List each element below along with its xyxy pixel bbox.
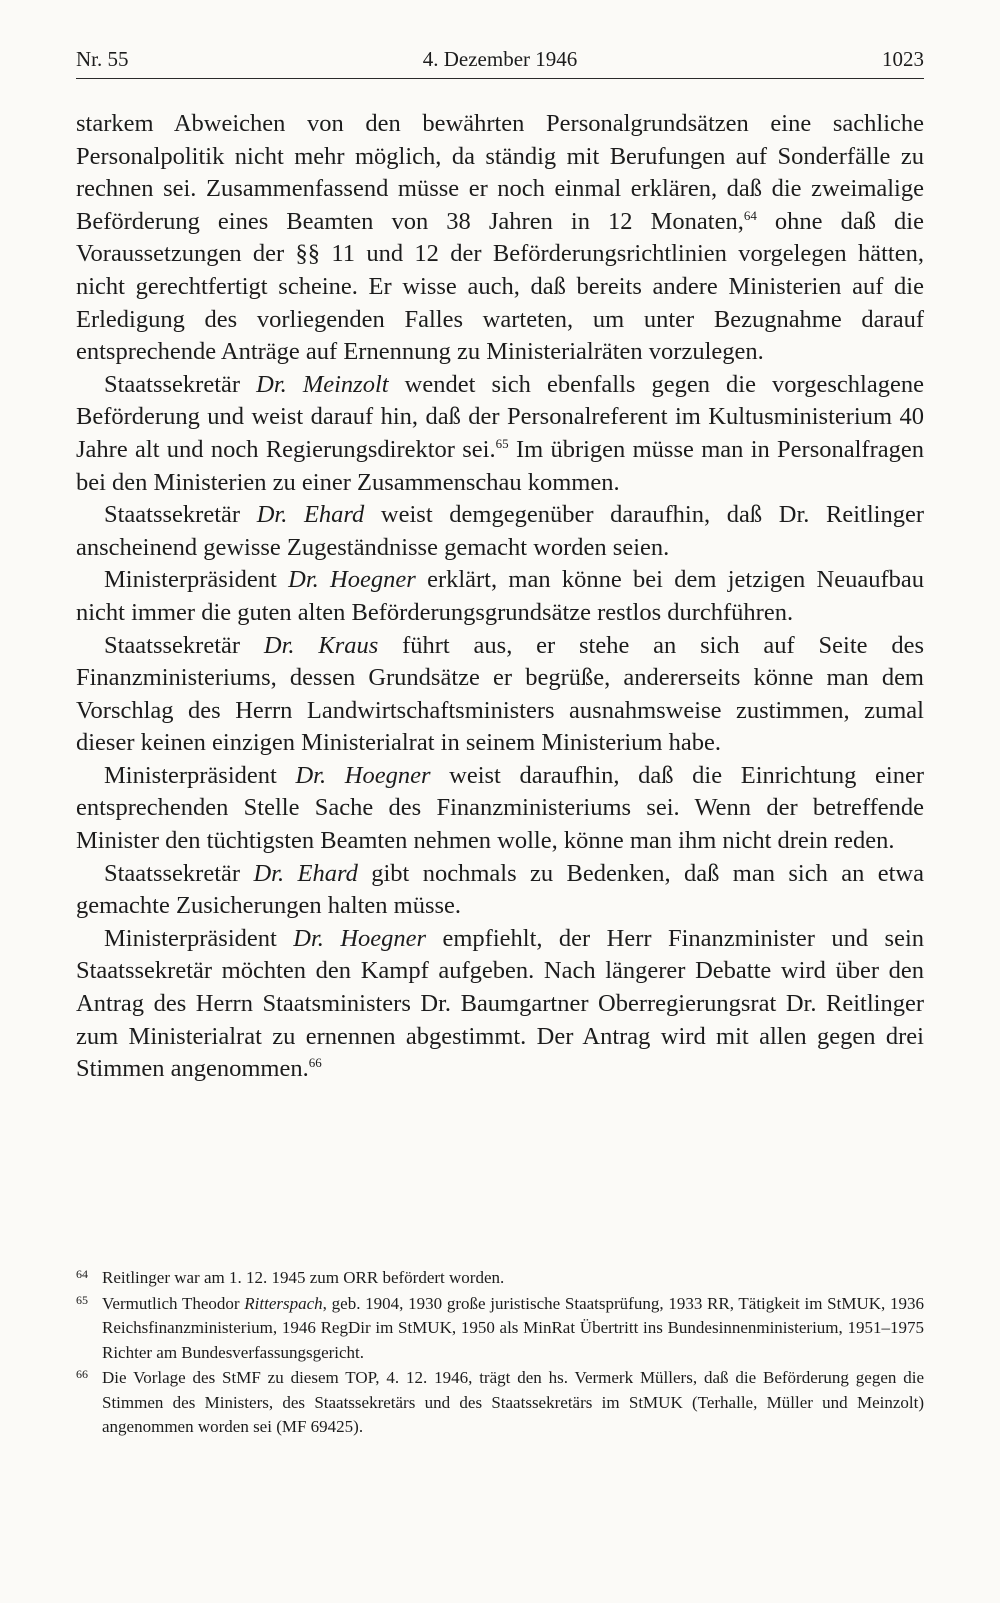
footnote (76, 1266, 924, 1291)
header-date: 4. Dezember 1946 (422, 47, 578, 71)
paragraph (76, 858, 924, 923)
footnote-number: 66 (76, 1367, 88, 1381)
speaker-name: Dr. Hoegner (288, 566, 416, 594)
text-run: Ministerpräsident (104, 566, 289, 594)
text-run: Staatssekretär (104, 859, 254, 887)
text-run: Im übrigen müsse man in Personalfragen bei den Ministerien zu einer Zusammenschau kommen. (76, 435, 925, 496)
footnote (76, 1292, 924, 1366)
text-run: Die Vorlage des StMF zu diesem TOP, 4. 12. 1946, trägt den hs. Vermerk Müllers, daß die Beförderung gegen die Stimmen des Ministers, des Staatssekretärs und des Staatssekretärs im StMUK (Terhalle, Müller und Meinzolt) angenommen worden sei (MF 69425). (102, 1368, 924, 1436)
footnote-number: 64 (76, 1267, 88, 1281)
paragraph (76, 923, 924, 1086)
text-run: weist daraufhin, daß die Einrichtung einer entsprechenden Stelle Sache des Finanzministeriums sei. Wenn der betreffende Minister den tüchtigsten Beamten nehmen wolle, könne man ihm nicht drein reden. (76, 761, 925, 855)
text-run: erklärt, man könne bei dem jetzigen Neuaufbau nicht immer die guten alten Beförderungsgrundsätze restlos durchführen. (76, 566, 925, 626)
text-run: Reitlinger war am 1. 12. 1945 zum ORR befördert worden. (102, 1268, 505, 1287)
text-run: weist demgegenüber daraufhin, daß Dr. Reitlinger anscheinend gewisse Zugeständnisse gemacht worden seien. (76, 501, 924, 561)
speaker-name: Ritterspach (244, 1293, 323, 1313)
footnote (76, 1366, 924, 1440)
text-run: gibt nochmals zu Bedenken, daß man sich an etwa gemachte Zusicherungen halten müsse. (76, 859, 924, 920)
text-run: Staatssekretär (104, 631, 264, 659)
footnote-reference: 64 (743, 207, 757, 223)
paragraph (76, 108, 924, 369)
issue-number: Nr. 55 (76, 47, 129, 71)
speaker-name: Dr. Hoegner (293, 924, 427, 952)
paragraph (76, 499, 924, 564)
text-run: Ministerpräsident (104, 924, 294, 952)
speaker-name: Dr. Kraus (263, 631, 379, 659)
text-run: wendet sich ebenfalls gegen die vorgeschlagene Beförderung und weist darauf hin, daß der Personalreferent im Kultusministerium 40 Jahre alt und noch Regierungsdirektor sei. (76, 370, 924, 463)
speaker-name: Dr. Hoegner (295, 761, 431, 789)
text-run: Staatssekretär (104, 501, 257, 529)
paragraph (76, 760, 924, 858)
footnote-reference: 66 (308, 1055, 322, 1071)
text-run: empfiehlt, der Herr Finanzminister und sein Staatssekretär möchten den Kampf aufgeben. Nach längerer Debatte wird über den Antrag des Herrn Staatsministers Dr. Baumgartner Oberregierungsrat Dr. Reitlinger zum Ministerialrat zu ernennen abgestimmt. Der Antrag wird mit allen gegen drei Stimmen angenommen. (76, 924, 924, 1083)
paragraph (76, 630, 924, 760)
footnote-number: 65 (76, 1292, 88, 1307)
page-header (76, 46, 924, 79)
body-text (76, 108, 924, 1086)
speaker-name: Dr. Meinzolt (256, 370, 389, 398)
speaker-name: Dr. Ehard (256, 501, 365, 529)
text-run: ohne daß die Voraussetzungen der §§ 11 und 12 der Beförderungsrichtlinien vorgelegen hätten, nicht gerechtfertigt scheine. Er wisse auch, daß bereits andere Ministerien auf die Erledigung des vorliegenden Falles warteten, um unter Bezugnahme darauf entsprechende Anträge auf Ernennung zu Ministerialräten vorzulegen. (76, 207, 924, 366)
paragraph (76, 369, 924, 499)
document-page (76, 0, 924, 1603)
page-number: 1023 (882, 47, 924, 71)
paragraph (76, 564, 924, 629)
text-run: Staatssekretär (104, 370, 257, 398)
footnotes (76, 1266, 924, 1441)
footnote-reference: 65 (495, 435, 509, 451)
text-run: Vermutlich Theodor (102, 1293, 245, 1313)
text-run: Ministerpräsident (104, 761, 296, 789)
text-run: , geb. 1904, 1930 große juristische Staatsprüfung, 1933 RR, Tätigkeit im StMUK, 1936 Reichsfinanzministerium, 1946 RegDir im StMUK, 1950 als MinRat Übertritt ins Bundesinnenministerium, 1951–1975 Richter am Bundesverfassungsgericht. (102, 1293, 924, 1362)
text-run: führt aus, er stehe an sich auf Seite des Finanzministeriums, dessen Grundsätze er begrüße, andererseits könne man dem Vorschlag des Herrn Landwirtschaftsministers ausnahmsweise zustimmen, zumal dieser keinen einzigen Ministerialrat in seinem Ministerium habe. (76, 631, 924, 757)
speaker-name: Dr. Ehard (253, 859, 358, 887)
text-run: starkem Abweichen von den bewährten Personalgrundsätzen eine sachliche Personalpolitik nicht mehr möglich, da ständig mit Berufungen auf Sonderfälle zu rechnen sei. Zusammenfassend müsse er noch einmal erklären, daß die zweimalige Beförderung eines Beamten von 38 Jahren in 12 Monaten, (76, 110, 924, 235)
